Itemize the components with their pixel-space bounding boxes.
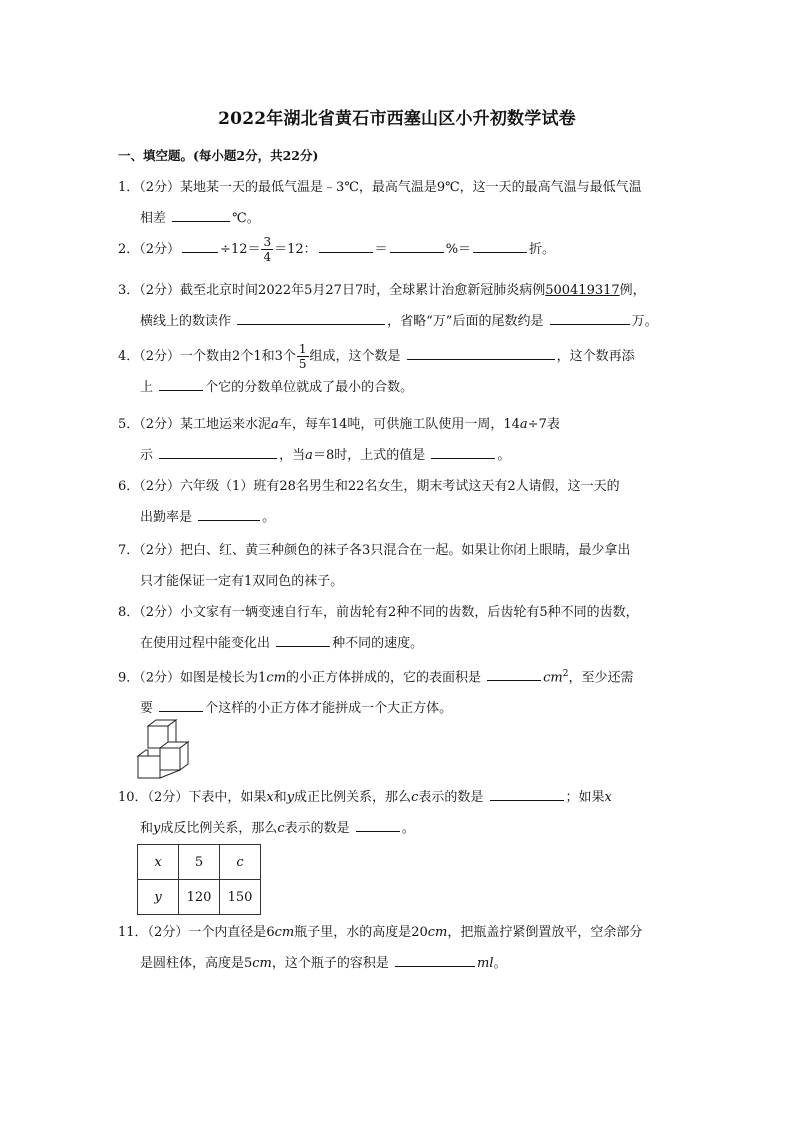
question-8 <box>118 597 678 659</box>
q3-text-d: ，省略“万”后面的尾数约是 <box>387 314 544 329</box>
q1-text-c: ℃。 <box>232 211 260 226</box>
q4-text-d: 上 <box>140 380 154 395</box>
q1-text-b: 相差 <box>140 211 167 226</box>
q11-text-f: 。 <box>493 956 507 971</box>
table-cell: 150 <box>220 880 261 915</box>
q6-text-c: 。 <box>262 510 276 525</box>
answer-blank[interactable] <box>159 697 203 712</box>
q2-text-f: 折。 <box>529 242 556 257</box>
q3-text: 3．（2分）截至北京时间2022年5月27日7时，全球累计治愈新冠肺炎病例 <box>118 283 546 298</box>
answer-blank[interactable] <box>237 310 385 325</box>
unit-cm: cm <box>427 925 448 940</box>
q7-text: 7．（2分）把白、红、黄三种颜色的袜子各3只混合在一起。如果让你闭上眼睛，最少拿出 <box>118 543 631 558</box>
page-title: 2022年湖北省黄石市西塞山区小升初数学试卷 <box>218 109 576 129</box>
table-cell: 5 <box>179 845 220 880</box>
q8-text-c: 种不同的速度。 <box>332 636 424 651</box>
unit-cm: cm <box>543 670 563 686</box>
unit-cm: cm <box>274 925 295 940</box>
q4-text-c: ，这个数再添 <box>556 349 635 364</box>
answer-blank[interactable] <box>198 506 260 521</box>
answer-blank[interactable] <box>390 238 444 253</box>
fraction <box>297 342 309 371</box>
q4-text: 4．（2分）一个数由2个1和3个 <box>118 349 296 364</box>
question-10 <box>118 782 678 844</box>
fraction-numerator: 3 <box>263 235 272 249</box>
question-3 <box>118 275 678 337</box>
answer-blank[interactable] <box>159 376 203 391</box>
q3-text-b: 例， <box>619 283 646 298</box>
q11-text-d: 是圆柱体，高度是5 <box>140 956 253 971</box>
q5-text: 5．（2分）某工地运来水泥 <box>118 417 272 432</box>
q2-text-c: ＝12： <box>274 242 317 257</box>
q10-text-f: 和 <box>140 821 154 836</box>
table-row <box>138 880 261 915</box>
question-1 <box>118 172 678 234</box>
q9-text-f: 个这样的小正方体才能拼成一个大正方体。 <box>205 701 453 717</box>
answer-blank[interactable] <box>276 632 330 647</box>
q4-text-b: 组成，这个数是 <box>309 349 401 364</box>
table-row <box>138 845 261 880</box>
variable-y: y <box>286 790 295 805</box>
answer-blank[interactable] <box>172 207 230 222</box>
q5-text-e: ，当 <box>279 448 306 463</box>
fraction <box>261 235 273 264</box>
question-4 <box>118 341 678 403</box>
q1-text: 1．（2分）某地某一天的最低气温是﹣3℃，最高气温是9℃，这一天的最高气温与最低气温 <box>118 180 642 195</box>
variable-x: x <box>604 790 612 805</box>
answer-blank[interactable] <box>490 786 564 801</box>
superscript: 2 <box>562 669 569 679</box>
q5-text-g: 。 <box>497 448 511 463</box>
q2-text: 2．（2分） <box>118 242 181 257</box>
q11-text-b: 瓶子里，水的高度是20 <box>294 925 428 940</box>
question-6 <box>118 471 678 533</box>
q10-text-g: 成反比例关系，那么 <box>160 821 278 836</box>
answer-blank[interactable] <box>395 952 475 967</box>
fraction-denominator: 4 <box>263 250 272 264</box>
q3-text-c: 横线上的数读作 <box>140 314 232 329</box>
table-cell: x <box>138 845 179 880</box>
question-7 <box>118 535 678 597</box>
variable-y: y <box>153 821 161 836</box>
answer-blank[interactable] <box>407 345 555 360</box>
variable-x: x <box>266 790 274 805</box>
answer-blank[interactable] <box>473 238 527 253</box>
q10-text: 10．（2分）下表中，如果 <box>118 790 267 805</box>
answer-blank[interactable] <box>356 817 400 832</box>
q4-text-e: 个它的分数单位就成了最小的合数。 <box>205 380 414 395</box>
table-cell: c <box>220 845 261 880</box>
q5-text-c: ÷7表 <box>527 417 560 432</box>
section-heading: 一、填空题。(每小题2分，共22分) <box>118 148 319 163</box>
answer-blank[interactable] <box>431 444 495 459</box>
answer-blank[interactable] <box>319 238 373 253</box>
variable-a: a <box>519 417 528 432</box>
unit-cm: cm <box>266 670 286 686</box>
q11-text-c: ，把瓶盖拧紧倒置放平，空余部分 <box>447 925 643 940</box>
q5-text-d: 示 <box>140 448 154 463</box>
q8-text-b: 在使用过程中能变化出 <box>140 636 271 651</box>
cube-figure <box>130 716 202 782</box>
table-cell: y <box>138 880 179 915</box>
unit-ml: ml <box>477 956 494 971</box>
answer-blank[interactable] <box>550 310 630 325</box>
variable-a: a <box>271 417 279 432</box>
question-11 <box>118 917 678 979</box>
q11-text: 11．（2分）一个内直径是6 <box>118 925 275 940</box>
variable-a: a <box>305 448 313 463</box>
variable-c: c <box>277 821 285 836</box>
variable-c: c <box>411 790 419 805</box>
underlined-number: 500419317 <box>545 283 620 298</box>
question-2 <box>118 234 678 265</box>
q11-text-e: ，这个瓶子的容积是 <box>271 956 389 971</box>
q8-text: 8．（2分）小文家有一辆变速自行车，前齿轮有2种不同的齿数，后齿轮有5种不同的齿数， <box>118 605 639 620</box>
q6-text-b: 出勤率是 <box>140 510 193 525</box>
fraction-numerator: 1 <box>298 342 307 356</box>
table-cell: 120 <box>179 880 220 915</box>
answer-blank[interactable] <box>159 444 277 459</box>
q9-text: 9．（2分）如图是棱长为1 <box>118 670 267 686</box>
q10-text-c: 成正比例关系，那么 <box>294 790 412 805</box>
q5-text-b: 车，每车14吨，可供施工队使用一周，14 <box>278 417 520 432</box>
proportion-table <box>137 844 261 915</box>
q10-text-h: 表示的数是 <box>284 821 350 836</box>
q10-text-e: ；如果 <box>565 790 605 805</box>
q9-text-e: 要 <box>140 701 154 717</box>
unit-cm: cm <box>252 956 272 971</box>
answer-blank[interactable] <box>487 666 541 681</box>
fraction-denominator: 5 <box>298 357 307 371</box>
q10-text-d: 表示的数是 <box>418 790 484 805</box>
q10-text-i: 。 <box>401 821 415 836</box>
answer-blank[interactable] <box>182 238 218 253</box>
q9-text-d: ，至少还需 <box>568 670 634 686</box>
question-5 <box>118 409 678 471</box>
q2-text-d: ＝ <box>374 242 388 257</box>
q5-text-f: ＝8时，上式的值是 <box>312 448 426 463</box>
q7-text-b: 只才能保证一定有1双同色的袜子。 <box>140 574 344 589</box>
q10-text-b: 和 <box>273 790 287 805</box>
q9-text-b: 的小正方体拼成的，它的表面积是 <box>285 670 481 686</box>
question-9 <box>118 659 678 724</box>
q2-text-e: %＝ <box>445 242 472 257</box>
q3-text-e: 万。 <box>631 314 658 329</box>
q6-text: 6．（2分）六年级（1）班有28名男生和22名女生，期末考试这天有2人请假，这一天的 <box>118 479 620 494</box>
q2-text-b: ÷12＝ <box>220 242 261 257</box>
